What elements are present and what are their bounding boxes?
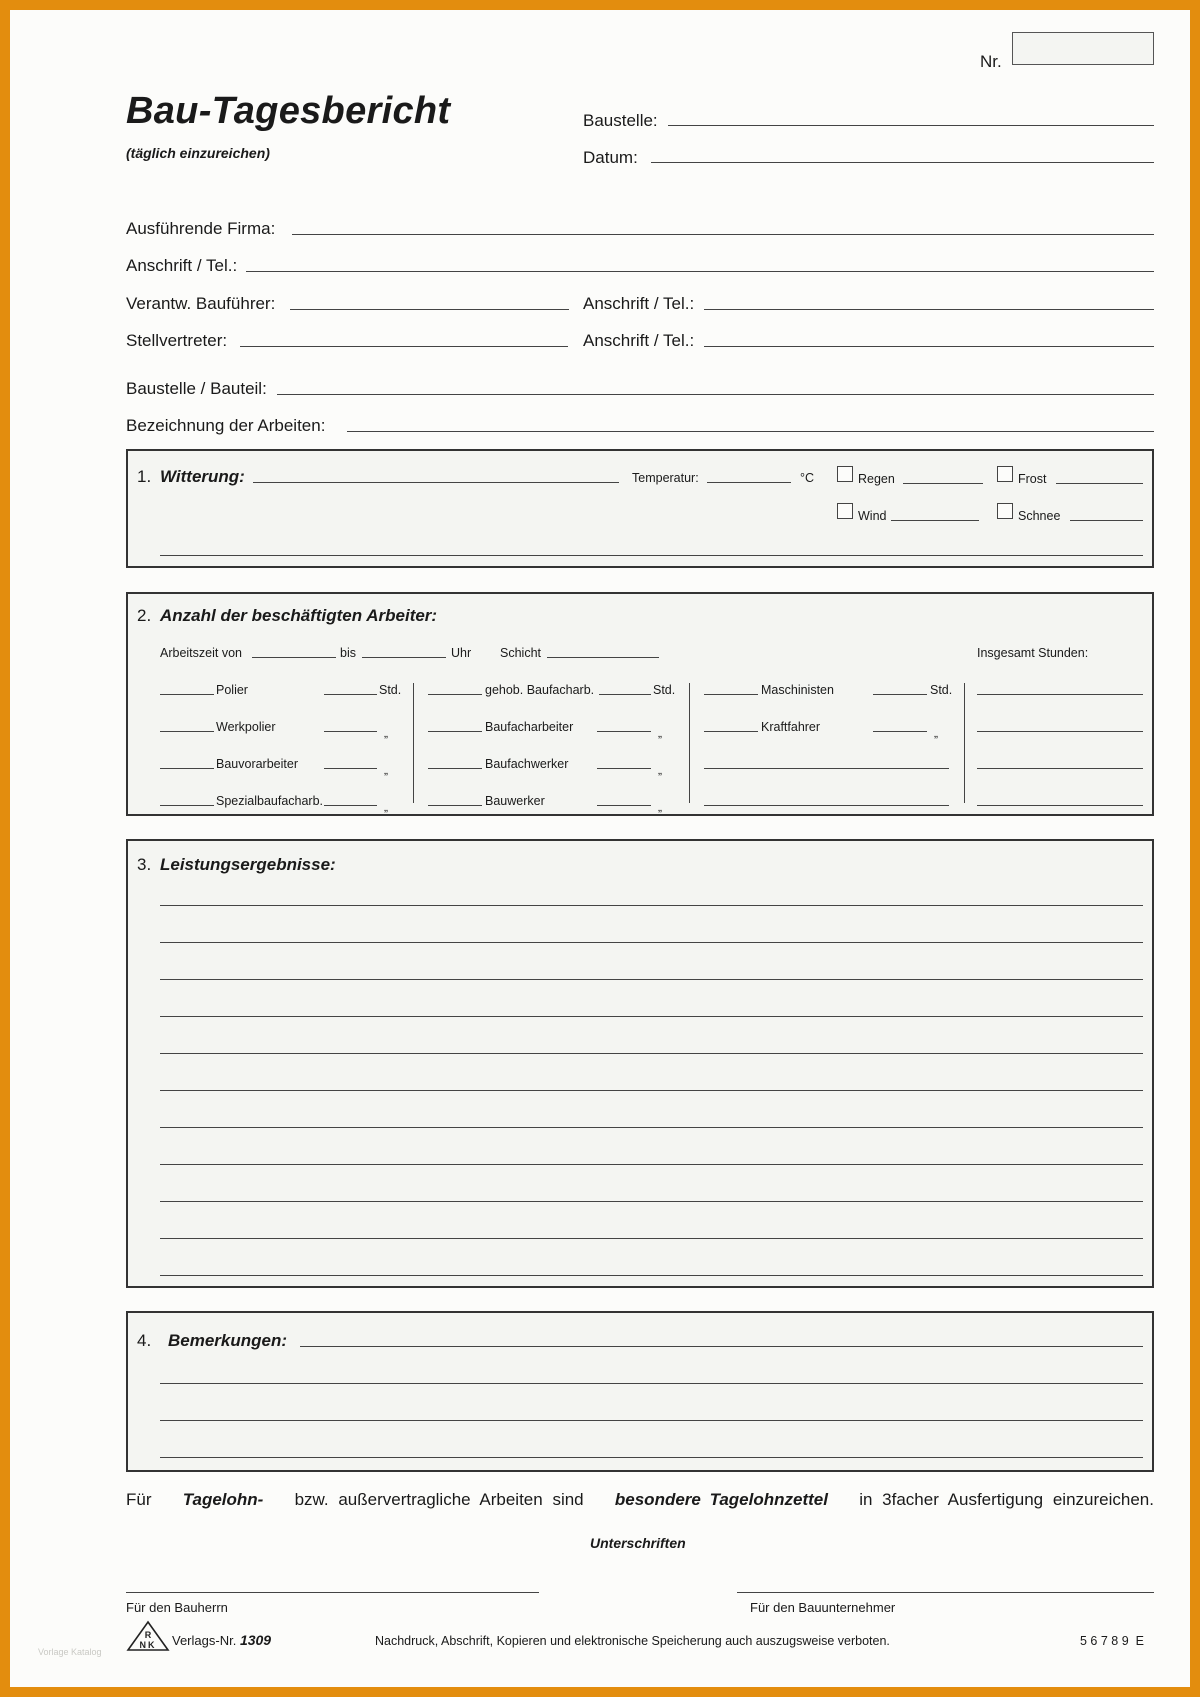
ditto-mark: „: [934, 726, 938, 740]
bauführer-field[interactable]: [290, 309, 569, 310]
leistungsergebnisse-line[interactable]: [160, 1127, 1143, 1128]
arbeitszeit-bis-field[interactable]: [362, 657, 446, 658]
witterung-notes-field[interactable]: [160, 555, 1143, 556]
bauvorarbeiter-hours-field[interactable]: [324, 768, 377, 769]
kraftfahrer-label: Kraftfahrer: [761, 720, 821, 734]
note-emphasis: besondere Tagelohnzettel: [614, 1490, 828, 1509]
nr-input[interactable]: [1012, 32, 1154, 65]
tagelohn-note: [126, 1490, 1154, 1510]
gehob-baufacharb-label: gehob. Baufacharb.: [485, 683, 595, 697]
verlag-number: [172, 1632, 271, 1648]
bauvorarbeiter-label: Bauvorarbeiter: [216, 757, 298, 771]
leistungsergebnisse-line[interactable]: [160, 1090, 1143, 1091]
werkpolier-hours-field[interactable]: [324, 731, 377, 732]
polier-label: Polier: [216, 683, 248, 697]
stellvertreter-field[interactable]: [240, 346, 568, 347]
nr-label: Nr.: [980, 52, 1002, 71]
page-title: Bau-Tagesbericht: [126, 90, 451, 132]
schnee-checkbox[interactable]: [997, 503, 1013, 519]
witterung-title: Witterung:: [160, 467, 245, 486]
baufachwerker-label: Baufachwerker: [485, 757, 569, 771]
maschinisten-hours-field[interactable]: [873, 694, 927, 695]
std-label: Std.: [653, 683, 676, 697]
bauführer-anschrift-field[interactable]: [704, 309, 1154, 310]
gehob-baufacharb-hours-field[interactable]: [599, 694, 651, 695]
arbeiter-number: 2.: [137, 606, 152, 625]
verlag-nr: 1309: [239, 1632, 272, 1648]
total-hours-field[interactable]: [977, 731, 1143, 732]
kraftfahrer-hours-field[interactable]: [873, 731, 927, 732]
frost-label: Frost: [1018, 472, 1047, 486]
leistungsergebnisse-number: 3.: [137, 855, 152, 874]
schicht-label: Schicht: [500, 646, 541, 660]
leistungsergebnisse-line[interactable]: [160, 1053, 1143, 1054]
note-part: in 3facher Ausfertigung einzureichen.: [859, 1490, 1154, 1509]
leistungsergebnisse-line[interactable]: [160, 1275, 1143, 1276]
leistungsergebnisse-section: [126, 839, 1154, 1288]
verlag-label: Verlags-Nr.: [172, 1633, 237, 1648]
bemerkungen-number: 4.: [137, 1331, 152, 1350]
bemerkungen-line[interactable]: [160, 1457, 1143, 1458]
leistungsergebnisse-line[interactable]: [160, 942, 1143, 943]
polier-hours-field[interactable]: [324, 694, 377, 695]
regen-field[interactable]: [903, 483, 983, 484]
bauwerker-count-field[interactable]: [428, 805, 482, 806]
leistungsergebnisse-line[interactable]: [160, 1164, 1143, 1165]
regen-checkbox[interactable]: [837, 466, 853, 482]
extra-worker-field[interactable]: [704, 805, 949, 806]
frost-checkbox[interactable]: [997, 466, 1013, 482]
wind-label: Wind: [858, 509, 887, 523]
column-divider: [689, 683, 690, 803]
gehob-baufacharb-count-field[interactable]: [428, 694, 482, 695]
bauvorarbeiter-count-field[interactable]: [160, 768, 214, 769]
regen-label: Regen: [858, 472, 895, 486]
leistungsergebnisse-line[interactable]: [160, 979, 1143, 980]
bemerkungen-title: Bemerkungen:: [168, 1331, 288, 1350]
bauführer-label: Verantw. Bauführer:: [126, 294, 276, 313]
note-part: Für: [126, 1490, 152, 1509]
wind-checkbox[interactable]: [837, 503, 853, 519]
page-subtitle: (täglich einzureichen): [126, 145, 270, 161]
arbeiter-title: Anzahl der beschäftigten Arbeiter:: [160, 606, 438, 625]
total-hours-field[interactable]: [977, 694, 1143, 695]
extra-worker-field[interactable]: [704, 768, 949, 769]
temperatur-label: Temperatur:: [632, 471, 699, 485]
werkpolier-label: Werkpolier: [216, 720, 276, 734]
schnee-label: Schnee: [1018, 509, 1061, 523]
watermark: Vorlage Katalog: [38, 1647, 102, 1657]
temperatur-field[interactable]: [707, 482, 791, 483]
bauwerker-hours-field[interactable]: [597, 805, 651, 806]
baufacharbeiter-label: Baufacharbeiter: [485, 720, 574, 734]
bauunternehmer-signature-line[interactable]: [737, 1592, 1154, 1593]
ditto-mark: „: [384, 800, 388, 814]
witterung-number: 1.: [137, 467, 152, 486]
ditto-mark: „: [658, 800, 662, 814]
leistungsergebnisse-line[interactable]: [160, 905, 1143, 906]
bemerkungen-line[interactable]: [160, 1383, 1143, 1384]
leistungsergebnisse-line[interactable]: [160, 1201, 1143, 1202]
baustelle-field[interactable]: [668, 125, 1154, 126]
celsius-unit: °C: [800, 471, 815, 485]
bauherr-signature-line[interactable]: [126, 1592, 539, 1593]
baufachwerker-hours-field[interactable]: [597, 768, 651, 769]
wind-field[interactable]: [891, 520, 979, 521]
arbeitszeit-von-field[interactable]: [252, 657, 336, 658]
bezeichnung-label: Bezeichnung der Arbeiten:: [126, 416, 326, 435]
kraftfahrer-count-field[interactable]: [704, 731, 758, 732]
stellvertreter-label: Stellvertreter:: [126, 331, 228, 350]
std-label: Std.: [930, 683, 953, 697]
firma-field[interactable]: [292, 234, 1154, 235]
signatures-title: Unterschriften: [590, 1535, 686, 1551]
witterung-field[interactable]: [253, 482, 619, 483]
leistungsergebnisse-line[interactable]: [160, 1238, 1143, 1239]
column-divider: [964, 683, 965, 803]
leistungsergebnisse-title: Leistungsergebnisse:: [160, 855, 336, 874]
baufacharbeiter-hours-field[interactable]: [597, 731, 651, 732]
note-emphasis: Tagelohn-: [182, 1490, 264, 1509]
spezialbaufacharb-hours-field[interactable]: [324, 805, 377, 806]
schicht-field[interactable]: [547, 657, 659, 658]
anschrift-field[interactable]: [246, 271, 1154, 272]
baustelle-label: Baustelle:: [583, 111, 658, 130]
datum-label: Datum:: [583, 148, 638, 167]
rnk-logo-icon: [126, 1620, 170, 1652]
bauwerker-label: Bauwerker: [485, 794, 545, 808]
leistungsergebnisse-line[interactable]: [160, 1016, 1143, 1017]
copyright-notice: Nachdruck, Abschrift, Kopieren und elektronische Speicherung auch auszugsweise verboten.: [375, 1634, 890, 1648]
form-code: 5 6 7 8 9 E: [1080, 1634, 1144, 1648]
bauunternehmer-label: Für den Bauunternehmer: [750, 1600, 896, 1615]
uhr-label: Uhr: [451, 646, 472, 660]
spezialbaufacharb-count-field[interactable]: [160, 805, 214, 806]
baufachwerker-count-field[interactable]: [428, 768, 482, 769]
bauteil-field[interactable]: [277, 394, 1154, 395]
std-label: Std.: [379, 683, 402, 697]
bezeichnung-field[interactable]: [347, 431, 1154, 432]
arbeitszeit-label: Arbeitszeit von: [160, 646, 242, 660]
ditto-mark: „: [384, 763, 388, 777]
bemerkungen-line[interactable]: [300, 1346, 1143, 1347]
werkpolier-count-field[interactable]: [160, 731, 214, 732]
frost-field[interactable]: [1056, 483, 1143, 484]
ditto-mark: „: [658, 726, 662, 740]
note-part: bzw. außervertragliche Arbeiten sind: [294, 1490, 584, 1509]
stellvertreter-anschrift-field[interactable]: [704, 346, 1154, 347]
maschinisten-label: Maschinisten: [761, 683, 834, 697]
schnee-field[interactable]: [1070, 520, 1143, 521]
stellvertreter-anschrift-label: Anschrift / Tel.:: [583, 331, 695, 350]
maschinisten-count-field[interactable]: [704, 694, 758, 695]
form-page: [10, 10, 1190, 1687]
insgesamt-label: Insgesamt Stunden:: [977, 646, 1089, 660]
bauherr-label: Für den Bauherrn: [126, 1600, 228, 1615]
ditto-mark: „: [384, 726, 388, 740]
total-hours-field[interactable]: [977, 805, 1143, 806]
bauteil-label: Baustelle / Bauteil:: [126, 379, 267, 398]
firma-label: Ausführende Firma:: [126, 219, 276, 238]
baufacharbeiter-count-field[interactable]: [428, 731, 482, 732]
bemerkungen-line[interactable]: [160, 1420, 1143, 1421]
bauführer-anschrift-label: Anschrift / Tel.:: [583, 294, 695, 313]
spezialbaufacharb-label: Spezialbaufacharb.: [216, 794, 324, 808]
datum-field[interactable]: [651, 162, 1154, 163]
bis-label: bis: [340, 646, 356, 660]
column-divider: [413, 683, 414, 803]
anschrift-label: Anschrift / Tel.:: [126, 256, 238, 275]
total-hours-field[interactable]: [977, 768, 1143, 769]
svg-text:NK: NK: [139, 1640, 157, 1650]
polier-count-field[interactable]: [160, 694, 214, 695]
svg-text:R: R: [144, 1630, 152, 1640]
ditto-mark: „: [658, 763, 662, 777]
